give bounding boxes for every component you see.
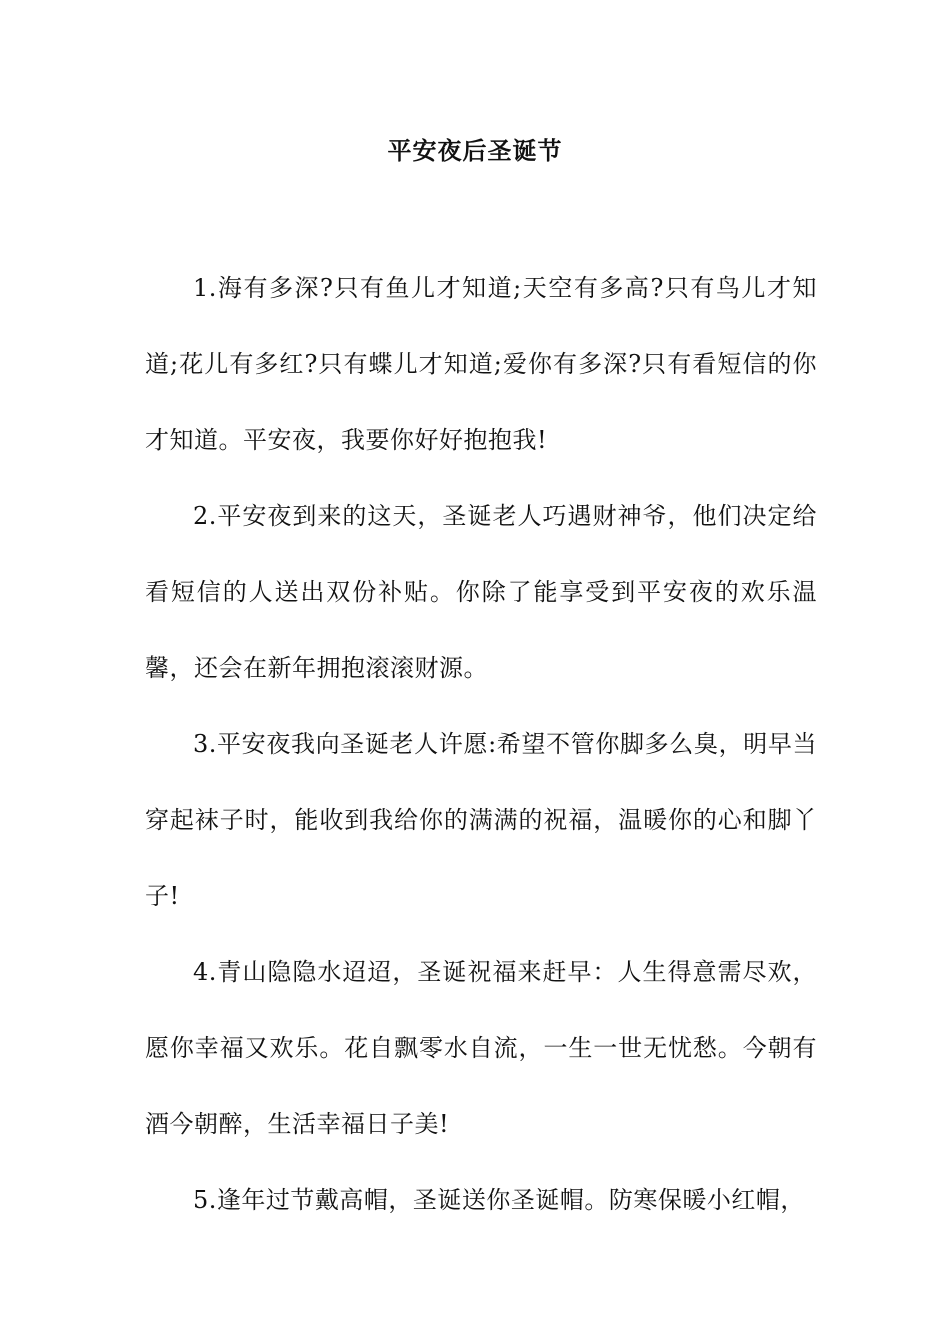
paragraph-1: 1.海有多深?只有鱼儿才知道;天空有多高?只有鸟儿才知道;花儿有多红?只有蝶儿才知道;爱你有多深?只有看短信的你才知道。平安夜，我要你好好抱抱我! bbox=[145, 274, 817, 454]
paragraph-4: 4.青山隐隐水迢迢，圣诞祝福来赶早：人生得意需尽欢，愿你幸福又欢乐。花自飘零水自流，一生一世无忧愁。今朝有酒今朝醉，生活幸福日子美! bbox=[145, 958, 817, 1138]
document-title: 平安夜后圣诞节 bbox=[387, 136, 563, 165]
paragraph-3: 3.平安夜我向圣诞老人许愿:希望不管你脚多么臭，明早当穿起袜子时，能收到我给你的满满的祝福，温暖你的心和脚丫子! bbox=[145, 730, 817, 910]
paragraph-5: 5.逢年过节戴高帽，圣诞送你圣诞帽。防寒保暖小红帽， bbox=[193, 1186, 805, 1214]
document-body bbox=[145, 250, 817, 1238]
paragraph-2: 2.平安夜到来的这天，圣诞老人巧遇财神爷，他们决定给看短信的人送出双份补贴。你除了能享受到平安夜的欢乐温馨，还会在新年拥抱滚滚财源。 bbox=[145, 502, 817, 682]
